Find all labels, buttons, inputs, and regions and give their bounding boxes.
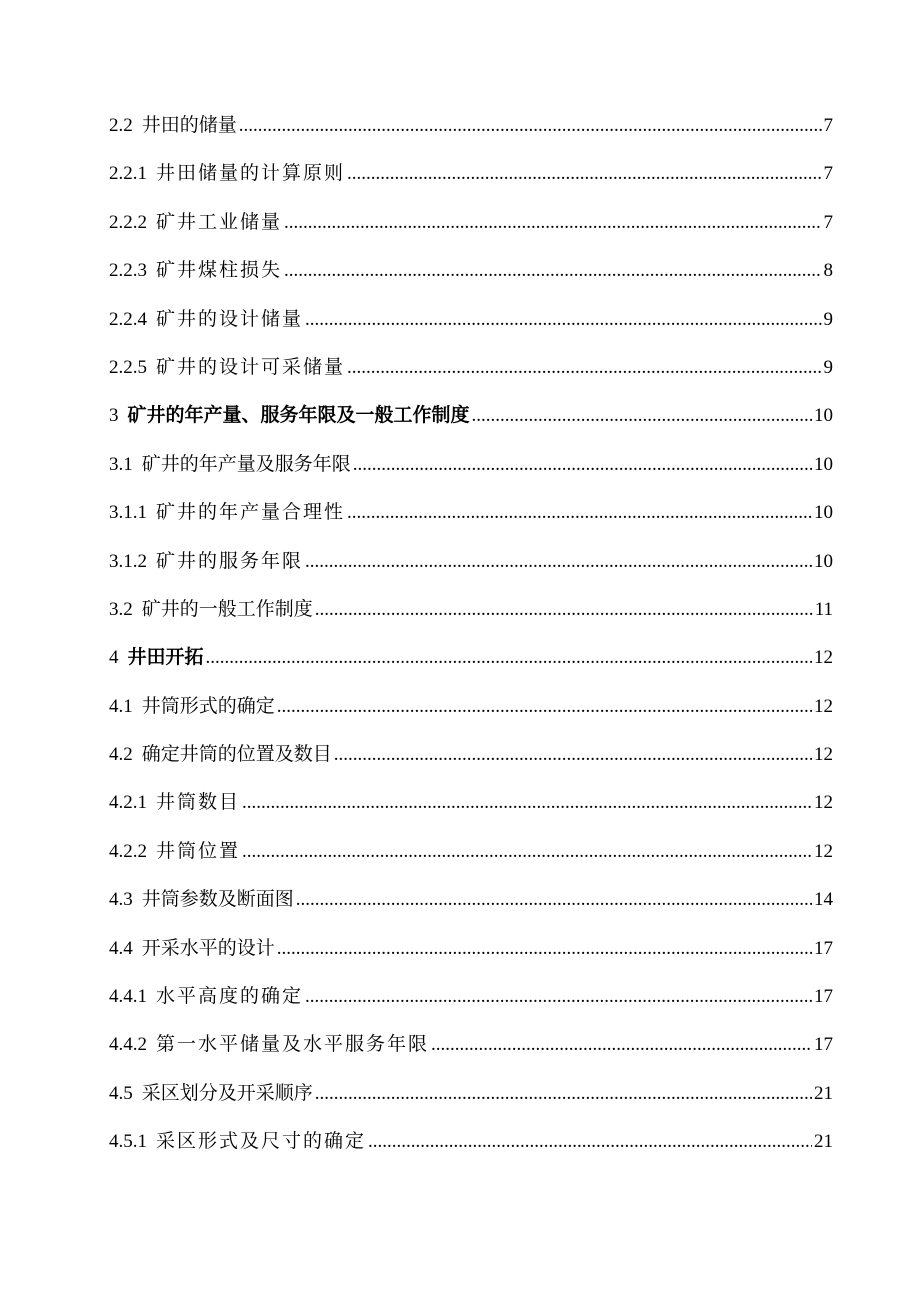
toc-entry-page: 7 (823, 163, 833, 185)
toc-entry-title: 采区划分及开采顺序 (141, 1081, 313, 1104)
toc-entry-page: 9 (823, 308, 833, 330)
toc-entry-title: 矿井的一般工作制度 (141, 597, 313, 620)
toc-entry-page: 12 (814, 792, 833, 814)
toc-entry-number: 3.1.2 (109, 550, 147, 572)
toc-entry-page: 14 (814, 889, 833, 911)
toc-entry[interactable] (109, 503, 833, 551)
toc-entry-page: 12 (814, 695, 833, 717)
toc-entry-number: 2.2.1 (109, 163, 147, 185)
toc-leader-dots (305, 987, 812, 1006)
toc-entry[interactable] (109, 164, 833, 212)
toc-leader-dots (305, 310, 821, 329)
toc-entry-page: 21 (814, 1082, 833, 1104)
toc-leader-dots (347, 358, 821, 377)
toc-leader-dots (277, 697, 812, 716)
toc-leader-dots (277, 939, 812, 958)
toc-leader-dots (284, 213, 821, 232)
toc-leader-dots (368, 1132, 812, 1151)
toc-entry[interactable] (109, 597, 833, 648)
toc-entry-title: 矿井的年产量及服务年限 (141, 452, 351, 475)
toc-entry[interactable] (109, 1132, 833, 1180)
toc-entry[interactable] (109, 355, 833, 406)
toc-leader-dots (206, 648, 812, 667)
toc-entry-number: 2.2.4 (109, 308, 147, 330)
toc-entry-page: 12 (814, 840, 833, 862)
toc-entry-page: 10 (814, 550, 833, 572)
toc-entry[interactable] (109, 307, 833, 358)
toc-entry-number: 4.3 (109, 889, 133, 911)
toc-entry-number: 3 (109, 405, 119, 427)
toc-entry-number: 3.1 (109, 453, 133, 475)
toc-entry-number: 4.5 (109, 1082, 133, 1104)
toc-entry[interactable] (109, 648, 833, 696)
toc-entry-title: 矿井的设计储量 (156, 307, 304, 330)
toc-entry-title: 水平高度的确定 (156, 985, 304, 1008)
toc-entry[interactable] (109, 793, 833, 841)
toc-entry[interactable] (109, 987, 833, 1035)
toc-entry-title: 井田储量的计算原则 (156, 162, 346, 185)
toc-entry-page: 10 (814, 453, 833, 475)
toc-entry-title: 井筒数目 (156, 791, 241, 814)
toc-entry-page: 17 (814, 986, 833, 1008)
toc-leader-dots (242, 842, 812, 861)
toc-entry[interactable] (109, 406, 833, 454)
toc-entry-page: 9 (823, 356, 833, 378)
toc-leader-dots (353, 455, 812, 474)
toc-entry-number: 2.2.3 (109, 260, 147, 282)
toc-entry-number: 3.1.1 (109, 502, 147, 524)
toc-entry-page: 10 (814, 405, 833, 427)
toc-entry-number: 3.2 (109, 598, 133, 620)
toc-entry-title: 确定井筒的位置及数目 (141, 743, 332, 766)
toc-entry-page: 21 (814, 1131, 833, 1153)
toc-entry-number: 4.2.2 (109, 840, 147, 862)
toc-entry-page: 10 (814, 502, 833, 524)
toc-entry-page: 17 (814, 937, 833, 959)
toc-leader-dots (472, 406, 812, 425)
toc-entry[interactable] (109, 549, 833, 600)
toc-entry-title: 矿井工业储量 (156, 210, 283, 233)
toc-entry-title: 井筒形式的确定 (141, 694, 275, 717)
table-of-contents (109, 116, 833, 1181)
toc-entry-number: 2.2.2 (109, 211, 147, 233)
toc-leader-dots (431, 1035, 812, 1054)
toc-leader-dots (315, 600, 813, 619)
toc-entry-number: 4.2 (109, 744, 133, 766)
toc-entry-page: 7 (823, 115, 833, 136)
toc-entry-title: 矿井的服务年限 (156, 549, 304, 572)
toc-entry-title: 矿井的年产量、服务年限及一般工作制度 (127, 404, 470, 427)
toc-entry-title: 采区形式及尺寸的确定 (156, 1130, 367, 1153)
toc-entry[interactable] (109, 210, 833, 261)
toc-leader-dots (242, 793, 812, 812)
toc-entry-title: 矿井的设计可采储量 (156, 355, 346, 378)
toc-entry-title: 矿井的年产量合理性 (156, 501, 346, 524)
toc-entry-number: 2.2.5 (109, 356, 147, 378)
toc-entry-number: 2.2 (109, 115, 133, 136)
toc-entry-title: 第一水平储量及水平服务年限 (156, 1033, 430, 1056)
toc-entry-number: 4.4.2 (109, 1034, 147, 1056)
toc-entry-title: 开采水平的设计 (141, 936, 275, 959)
toc-entry[interactable] (109, 1081, 833, 1132)
toc-entry-title: 矿井煤柱损失 (156, 259, 283, 282)
toc-entry-number: 4.4 (109, 937, 133, 959)
toc-entry-title: 井筒参数及断面图 (141, 888, 294, 911)
toc-entry[interactable] (109, 936, 833, 987)
toc-entry[interactable] (109, 745, 833, 793)
toc-entry-page: 7 (823, 211, 833, 233)
toc-leader-dots (239, 116, 822, 135)
toc-entry-page: 11 (814, 598, 833, 620)
toc-leader-dots (315, 1084, 812, 1103)
toc-entry-page: 8 (823, 260, 833, 282)
toc-entry[interactable] (109, 116, 833, 164)
toc-entry-number: 4.5.1 (109, 1131, 147, 1153)
toc-entry-number: 4 (109, 647, 119, 669)
toc-entry-number: 4.2.1 (109, 792, 147, 814)
toc-leader-dots (296, 890, 812, 909)
toc-entry-number: 4.4.1 (109, 986, 147, 1008)
toc-entry-title: 井田开拓 (127, 646, 204, 669)
toc-entry[interactable] (109, 452, 833, 503)
toc-entry[interactable] (109, 1035, 833, 1083)
toc-entry[interactable] (109, 694, 833, 745)
toc-leader-dots (347, 164, 821, 183)
toc-entry-page: 17 (814, 1034, 833, 1056)
toc-entry[interactable] (109, 890, 833, 938)
toc-entry-number: 4.1 (109, 695, 133, 717)
toc-entry-page: 12 (814, 647, 833, 669)
toc-entry[interactable] (109, 261, 833, 309)
toc-entry-page: 12 (814, 744, 833, 766)
toc-leader-dots (305, 552, 812, 571)
toc-leader-dots (347, 503, 812, 522)
toc-entry[interactable] (109, 839, 833, 890)
toc-leader-dots (284, 261, 821, 280)
toc-entry-title: 井筒位置 (156, 839, 241, 862)
toc-leader-dots (334, 745, 812, 764)
toc-entry-title: 井田的储量 (141, 114, 237, 136)
